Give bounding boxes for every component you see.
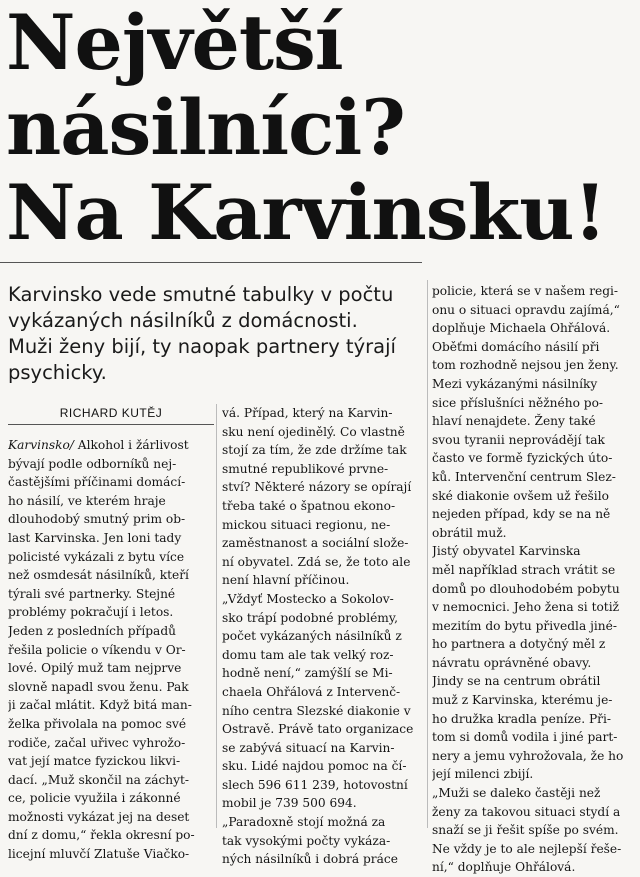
lead-line: Karvinsko vede smutné tabulky v počtu [8,283,394,306]
article-text-line: slech 596 611 239, hotovostní [222,777,408,792]
lead-line: psychicky. [8,361,107,384]
article-text-line: licejní mluvčí Zlatuše Viačko- [8,847,190,862]
article-text-line: dací. „Muž skončil na záchyt- [8,772,190,787]
article-text-line: Mezi vykázanými násilníky [432,376,598,391]
article-text-line: problémy pokračují i letos. [8,605,174,620]
article-text-line: návratu oprávněné obavy. [432,655,592,670]
article-column-2 [222,404,422,869]
article-text-line: ho družka kradla peníze. Při- [432,711,611,726]
article-text-line: v nemocnici. Jeho žena si totiž [432,600,620,615]
article-text-line: často ve formě fyzických úto- [432,451,613,466]
article-text-line: smutné republikové prvne- [222,461,389,476]
article-text-line: počet vykázaných násilníků z [222,629,402,644]
article-text-line: ní,“ doplňuje Ohřálová. [432,860,576,875]
article-text-line: policie, která se v našem regi- [432,284,619,298]
author-byline: RICHARD KUTĚJ [8,406,214,425]
article-text-line: třeba také o špatnou ekono- [222,498,396,513]
article-text-line: muž z Karvinska, kterému je- [432,693,613,708]
article-text-line: svou tyranii neprovádějí tak [432,432,605,447]
article-text-line: sku. Lidé najdou pomoc na čí- [222,759,407,774]
article-text-line: její milenci zbijí. [432,767,534,782]
article-text-line: ní obyvatel. Zdá se, že toto ale [222,554,411,569]
article-text-line: ho násilí, ve kterém hraje [8,493,166,508]
headline-line-1: Největší [6,0,343,87]
article-text-line: hlaví nenajdete. Ženy také [432,414,596,429]
article-text-line: ce, policie využila i zákonné [8,791,181,806]
article-text-line: mezitím do bytu přivedla jiné- [432,618,617,633]
article-text-line: sice příslušníci něžného po- [432,395,604,410]
article-text-line: domů po dlouhodobém pobytu [432,581,620,596]
article-text-line: ných násilníků i dobrá práce [222,852,398,867]
article-text-line: obrátil muž. [432,525,507,540]
article-text-line: Ne vždy je to ale nejlepší řeše- [432,841,622,856]
article-text-line: slovně napadl svou ženu. Pak [8,679,189,694]
article-column-1 [8,436,212,864]
article-column-3 [432,282,634,877]
article-text-line: Jeden z posledních případů [8,623,176,638]
article-text-line: ženy za takovou situaci stydí a [432,804,621,819]
article-text-line: snaží se ji řešit spíše po svém. [432,823,619,838]
article-text-line: není hlavní příčinou. [222,573,350,588]
article-text-line: „Muži se daleko častěji než [432,786,601,801]
article-text-line: možnosti vykázat jej na deset [8,809,190,824]
first-line [8,436,212,455]
article-text-line: domu tam ale tak velký roz- [222,647,394,662]
article-text-line: Jistý obyvatel Karvinska [432,544,581,559]
article-text-line: tom si domů vodila i jiné part- [432,730,618,745]
article-text-line: ství? Některé názory se opírají [222,480,412,495]
article-text-line: se zabývá situací na Karvin- [222,740,395,755]
column-divider [427,280,428,828]
column-divider [216,404,217,828]
article-text-line: týrali své partnerky. Stejné [8,586,176,601]
article-text-line: želka přivolala na pomoc své [8,716,187,731]
article-text-line: sku není ojedinělý. Co vlastně [222,424,405,439]
article-text-line: častějšími příčinami domácí- [8,475,186,490]
article-text-line: zaměstnanost a sociální slože- [222,536,409,551]
article-text-line: ního centra Slezské diakonie v [222,703,411,718]
article-text-line: měl například strach vrátit se [432,562,616,577]
article-text-line: vá. Případ, který na Karvin- [222,406,393,420]
article-text-line: Ostravě. Právě tato organizace [222,722,414,737]
article-text-line: chaela Ohřálová z Intervenč- [222,684,401,699]
article-text-line: Jindy se na centrum obrátil [432,674,601,689]
article-text-line: než osmdesát násilníků, kteří [8,568,189,583]
lead-line: vykázaných násilníků z domácnosti. [8,309,358,332]
article-text-line: mobil je 739 500 694. [222,796,357,811]
article-text-line: řešila policie o víkendu v Or- [8,642,186,657]
article-text-line: onu o situaci opravdu zajímá,“ [432,302,620,317]
article-text-line: ské diakonie ovšem už řešilo [432,488,609,503]
article-text-line: last Karvinska. Jen loni tady [8,530,182,545]
article-text-line: dlouhodobý smutný prim ob- [8,512,186,527]
article-text-line: policisté vykázali z bytu více [8,549,185,564]
article-text-line: mickou situaci regionu, ne- [222,517,391,532]
article-text-line: tak vysokými počty vykáza- [222,833,391,848]
lead-paragraph [8,282,422,386]
article-text-line: doplňuje Michaela Ohřálová. [432,321,611,336]
article-text-line: hodně není,“ zamýšlí se Mi- [222,666,393,681]
article-text-line: rodiče, začal uřivec vyhrožo- [8,735,186,750]
headline-line-3: Na Karvinsku! [6,168,606,257]
article-text-line: Oběťmi domácího násilí při [432,339,600,354]
dateline-place: Karvinsko/ [8,438,74,452]
article-text-line: ho partnera a dotyčný měl z [432,637,606,652]
article-text-line: bývají podle odborníků nej- [8,456,177,471]
first-line-text: Alkohol i žárlivost [73,438,189,452]
article-text-line: sko trápí podobné problémy, [222,610,399,625]
article-text-line: dní z domu,“ řekla okresní po- [8,828,195,843]
headline-rule [0,262,422,263]
article-text-line: lové. Opilý muž tam nejprve [8,661,182,676]
article-text-line: tom rozhodně nejsou jen ženy. [432,358,619,373]
article-text-line: ji začal mlátit. Když bitá man- [8,698,192,713]
article-text-line: ků. Intervenční centrum Slez- [432,469,616,484]
headline-line-2: násilníci? [6,83,405,172]
lead-line: Muži ženy bijí, ty naopak partnery týrají [8,335,396,358]
article-text-line: nery a jemu vyhrožovala, že ho [432,748,624,763]
article-text-line: vat její matce fyzickou likvi- [8,754,181,769]
article-text-line: „Vždyť Mostecko a Sokolov- [222,591,394,606]
article-text-line: stojí za tím, že zde držíme tak [222,443,407,458]
article-text-line: „Paradoxně stojí možná za [222,815,386,830]
headline [6,0,636,255]
article-text-line: nejeden případ, kdy se na ně [432,507,611,522]
